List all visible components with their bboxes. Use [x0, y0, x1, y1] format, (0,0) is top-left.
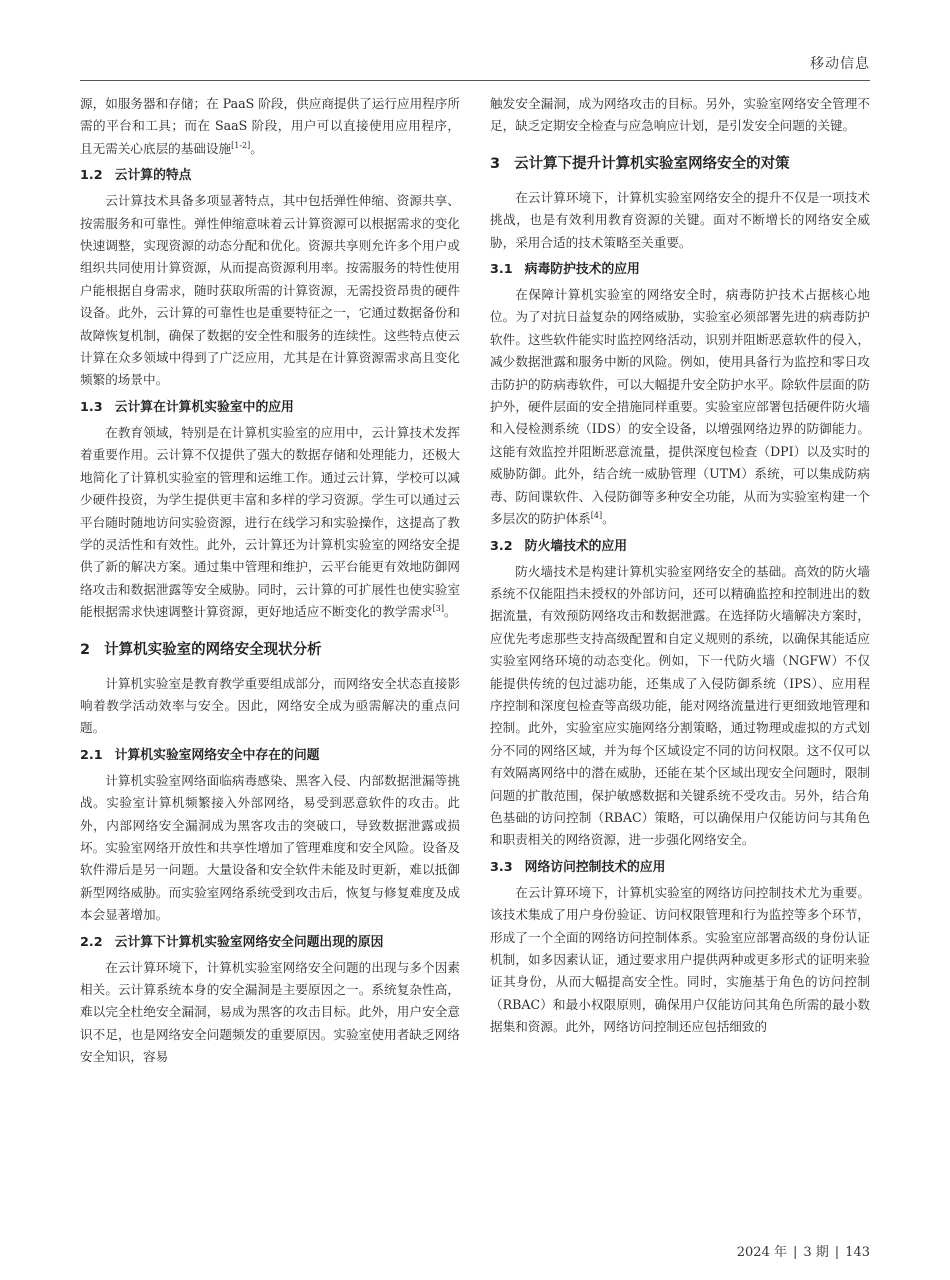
paragraph: 在云计算环境下，计算机实验室网络安全的提升不仅是一项技术挑战，也是有效利用教育资源的关键。面对不断增长的网络安全威胁，采用合适的技术策略至关重要。 [490, 189, 870, 250]
paragraph: 在云计算环境下，计算机实验室的网络访问控制技术尤为重要。该技术集成了用户身份验证、访问权限管理和行为监控等多个环节，形成了一个全面的网络访问控制体系。实验室应部署高级的身份认证机制，如多因素认证，通过要求用户提供两种或更多形式的证明来验证其身份，从而大幅提高安全性。同时，实施基于角色的访问控制（RBAC）和最小权限原则，确保用户仅能访问其角色所需的最小数据集和资源。此外，网络访问控制还应包括细致的 [490, 884, 870, 1035]
paragraph: 源，如服务器和存储；在 PaaS 阶段，供应商提供了运行应用程序所需的平台和工具；而在 SaaS 阶段，用户可以直接使用应用程序，且无需关心底层的基础设施[1-2]。 [80, 96, 460, 156]
page-number: 143 [845, 1245, 870, 1260]
paragraph: 在教育领域，特别是在计算机实验室的应用中，云计算技术发挥着重要作用。云计算不仅提供了强大的数据存储和处理能力，还极大地简化了计算机实验室的管理和运维工作。通过云计算，学校可以减少硬件投资，为学生提供更丰富和多样的学习资源。学生可以通过云平台随时随地访问实验资源，进行在线学习和实验操作，这提高了教学的灵活性和有效性。此外，云计算还为计算机实验室的网络安全提供了新的解决方案。通过集中管理和维护，云平台能更有效地防御网络攻击和数据泄露等安全威胁。同时，云计算的可扩展性也使实验室能根据需求快速调整计算资源，更好地适应不断变化的教学需求[3]。 [80, 424, 460, 620]
section-heading-2-2: 2.2 云计算下计算机实验室网络安全问题出现的原因 [80, 934, 384, 950]
paragraph: 计算机实验室是教育教学重要组成部分，而网络安全状态直接影响着教学活动效率与安全。因此，网络安全成为亟需解决的重点问题。 [80, 675, 460, 736]
footer-separator: | [792, 1245, 798, 1260]
paragraph: 在云计算环境下，计算机实验室网络安全问题的出现与多个因素相关。云计算系统本身的安全漏洞是主要原因之一。系统复杂性高，难以完全杜绝安全漏洞，易成为黑客的攻击目标。此外，用户安全意识不足，也是网络安全问题频发的重要原因。实验室使用者缺乏网络安全知识，容易 [80, 959, 460, 1065]
section-heading-2-1: 2.1 计算机实验室网络安全中存在的问题 [80, 747, 320, 763]
paragraph: 云计算技术具备多项显著特点，其中包括弹性伸缩、资源共享、按需服务和可靠性。弹性伸缩意味着云计算资源可以根据需求的变化快速调整，实现资源的动态分配和优化。资源共享则允许多个用户或组织共同使用计算资源，从而提高资源利用率。按需服务的特性使用户能根据自身需求，随时获取所需的计算资源，无需投资昂贵的硬件设备。此外，云计算的可靠性也是重要特征之一，它通过数据备份和故障恢复机制，确保了数据的安全性和服务的连续性。这些特点使云计算在众多领域中得到了广泛应用，尤其是在计算资源需求高且变化频繁的场景中。 [80, 193, 460, 388]
section-heading-1-3: 1.3 云计算在计算机实验室中的应用 [80, 399, 294, 415]
footer-issue: 3 期 [803, 1245, 829, 1260]
citation: [1-2] [231, 140, 251, 150]
header-rule [80, 80, 870, 81]
paragraph: 防火墙技术是构建计算机实验室网络安全的基础。高效的防火墙系统不仅能阻挡未授权的外部访问，还可以精确监控和控制进出的数据流量，有效预防网络攻击和数据泄露。在选择防火墙解决方案时，应优先考虑那些支持高级配置和自定义规则的系统，以确保其能适应实验室网络环境的动态变化。例如，下一代防火墙（NGFW）不仅能提供传统的包过滤功能，还集成了入侵防御系统（IPS）、应用程序控制和深度包检查等高级功能，能对网络流量进行更细致地管理和控制。此外，实验室应实施网络分割策略，通过物理或虚拟的方式划分不同的网络区域，并为每个区域设定不同的访问权限。这不仅可以有效隔离网络中的潜在威胁，还能在某个区域出现安全问题时，限制问题的扩散范围，保护敏感数据和关键系统不受攻击。另外，结合角色基础的访问控制（RBAC）策略，可以确保用户仅能访问与其角色和职责相关的网络资源，进一步强化网络安全。 [490, 563, 870, 848]
section-heading-3-3: 3.3 网络访问控制技术的应用 [490, 859, 666, 875]
paragraph: 触发安全漏洞，成为网络攻击的目标。另外，实验室网络安全管理不足，缺乏定期安全检查与应急响应计划，是引发安全问题的关键。 [490, 96, 870, 134]
section-heading-3-1: 3.1 病毒防护技术的应用 [490, 262, 640, 278]
section-heading-3-2: 3.2 防火墙技术的应用 [490, 538, 628, 554]
citation: [3] [432, 603, 444, 613]
journal-name: 移动信息 [810, 56, 870, 72]
page-footer [737, 1241, 870, 1260]
section-heading-3: 3 云计算下提升计算机实验室网络安全的对策 [490, 155, 790, 172]
citation: [4] [590, 510, 603, 520]
paragraph: 计算机实验室网络面临病毒感染、黑客入侵、内部数据泄漏等挑战。实验室计算机频繁接入外部网络，易受到恶意软件的攻击。此外，内部网络安全漏洞成为黑客攻击的突破口，导致数据泄露或损坏。实验室网络开放性和共享性增加了管理难度和安全风险。设备及软件滞后是另一问题。大量设备和安全软件未能及时更新，难以抵御新型网络威胁。而实验室网络系统受到攻击后，恢复与修复难度及成本会显著增加。 [80, 772, 460, 923]
footer-separator: | [834, 1245, 840, 1260]
section-heading-1-2: 1.2 云计算的特点 [80, 168, 192, 184]
paragraph: 在保障计算机实验室的网络安全时，病毒防护技术占据核心地位。为了对抗日益复杂的网络威胁，实验室必须部署先进的病毒防护软件。这些软件能实时监控网络活动，识别并阻断恶意软件的侵入，减少数据泄露和服务中断的风险。例如，使用具备行为监控和零日攻击防护的防病毒软件，可以大幅提升安全防护水平。除软件层面的防护外，硬件层面的安全措施同样重要。实验室应部署包括硬件防火墙和入侵检测系统（IDS）的安全设备，以增强网络边界的防御能力。这能有效监控并阻断恶意流量，提供深度包检查（DPI）以及实时的威胁防御。此外，结合统一威胁管理（UTM）系统，可以集成防病毒、防间谍软件、入侵防御等多种安全功能，从而为实验室构建一个多层次的防护体系[4]。 [490, 287, 870, 527]
footer-year: 2024 年 [736, 1245, 787, 1260]
left-column [80, 93, 460, 1069]
section-heading-2: 2 计算机实验室的网络安全现状分析 [80, 641, 322, 658]
right-column [490, 93, 870, 1039]
